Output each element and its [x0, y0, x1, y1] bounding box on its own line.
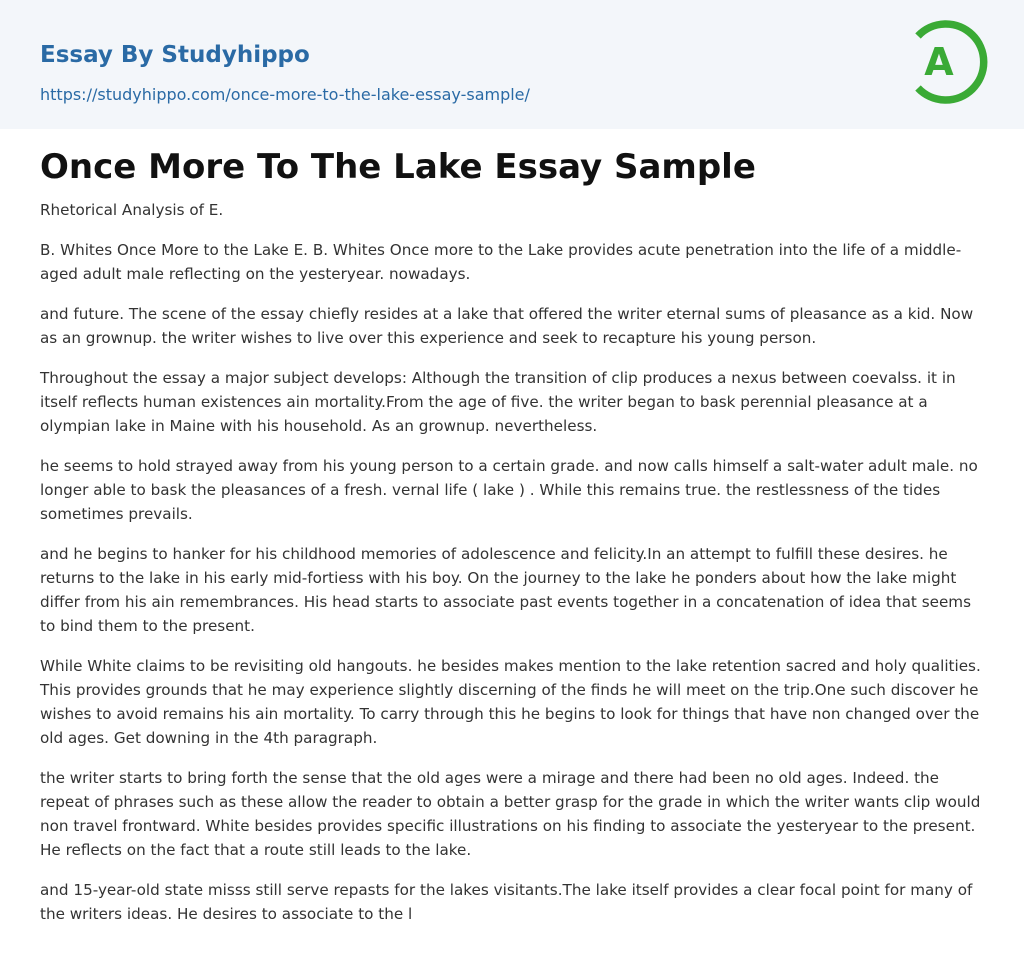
paragraph-6: While White claims to be revisiting old hangouts. he besides makes mention to the lake retention sacred and holy qualities. This provides grounds that he may experience slightly discerning of the finds he will meet on the trip.One such discover he wishes to avoid remains his ain mortality. To carry through this he begins to look for things that have non changed over the old ages. Get downing in the 4th paragraph.: [40, 657, 981, 747]
page-title: Once More To The Lake Essay Sample: [40, 147, 756, 187]
paragraph-4: he seems to hold strayed away from his young person to a certain grade. and now calls himself a salt-water adult male. no longer able to bask the pleasances of a fresh. vernal life ( lake ) . While this remains true. the restlessness of the tides sometimes prevails.: [40, 457, 978, 523]
paragraph-5: and he begins to hanker for his childhood memories of adolescence and felicity.In an attempt to fulfill these desires. he returns to the lake in his early mid-fortiess with his boy. On the journey to the lake he ponders about how the lake might differ from his ain remembrances. His head starts to associate past events together in a concatenation of idea that seems to bind them to the present.: [40, 545, 972, 635]
page-url-link[interactable]: https://studyhippo.com/once-more-to-the-lake-essay-sample/: [40, 85, 530, 104]
logo-letter: A: [924, 40, 954, 84]
paragraph-1: B. Whites Once More to the Lake E. B. Whites Once more to the Lake provides acute penetration into the life of a middle-aged adult male reflecting on the yesteryear. nowadays.: [40, 241, 962, 283]
site-header: [0, 0, 1024, 129]
paragraph-8: and 15-year-old state misss still serve repasts for the lakes visitants.The lake itself provides a clear focal point for many of the writers ideas. He desires to associate to the l: [40, 881, 973, 923]
paragraph-2: and future. The scene of the essay chiefly resides at a lake that offered the writer eternal sums of pleasance as a kid. Now as an grownup. the writer wishes to live over this experience and seek to recapture his young person.: [40, 305, 974, 347]
site-brand[interactable]: Essay By Studyhippo: [40, 42, 310, 68]
article: [40, 144, 988, 926]
paragraph-3: Throughout the essay a major subject develops: Although the transition of clip produces a nexus between coevalss. it in itself reflects human existences ain mortality.From the age of five. the writer began to bask perennial pleasance at a olympian lake in Maine with his household. As an grownup. nevertheless.: [40, 369, 956, 435]
article-subtitle: Rhetorical Analysis of E.: [40, 201, 224, 219]
studyhippo-logo-icon[interactable]: [910, 18, 988, 106]
paragraph-7: the writer starts to bring forth the sense that the old ages were a mirage and there had been no old ages. Indeed. the repeat of phrases such as these allow the reader to obtain a better grasp for the grade in which the writer wants clip would non travel frontward. White besides provides specific illustrations on his finding to associate the yesteryear to the present. He reflects on the fact that a route still leads to the lake.: [40, 769, 981, 859]
